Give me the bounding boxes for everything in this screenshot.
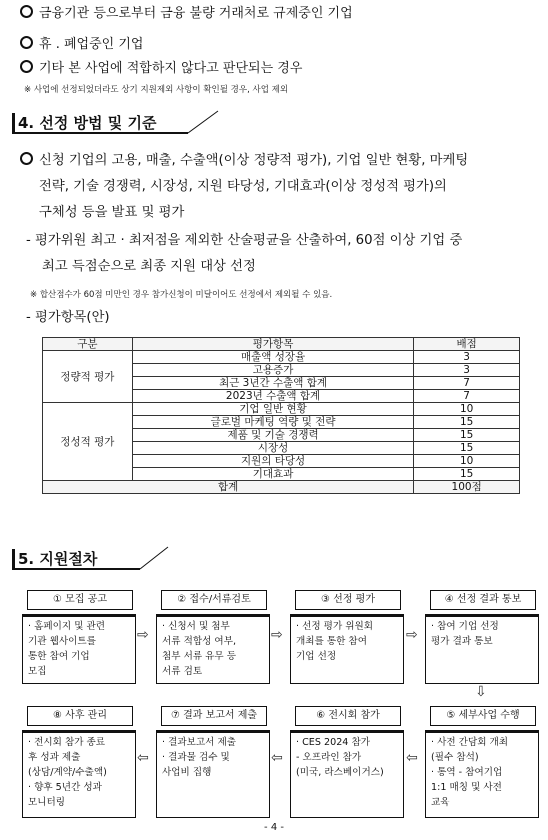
left-arrow-icon: ⇦ [271, 750, 283, 766]
item-cell: 지원의 타당성 [132, 455, 413, 468]
step-description: · 선정 평가 위원회 개최를 통한 참여 기업 선정 [296, 621, 374, 662]
score-cell: 7 [414, 377, 520, 390]
scoring-method-paragraph: - 평가위원 최고 · 최저점을 제외한 산술평균을 산출하여, 60점 이상 기업 중 최고 득점순으로 최종 지원 대상 선정 [26, 233, 463, 274]
total-value: 100점 [414, 481, 520, 494]
score-cell: 15 [414, 442, 520, 455]
evaluation-table [42, 337, 520, 494]
exclusion-note: ※ 사업에 선정되었더라도 상기 지원제외 사항이 확인될 경우, 사업 제외 [24, 85, 289, 95]
item-cell: 최근 3년간 수출액 합계 [132, 377, 413, 390]
score-cell: 15 [414, 416, 520, 429]
score-cell: 7 [414, 390, 520, 403]
section-5-heading [12, 546, 172, 570]
step-title: ② 접수/서류검토 [161, 590, 267, 610]
category-cell: 정성적 평가 [43, 403, 133, 481]
step-title: ④ 선정 결과 통보 [430, 590, 536, 610]
step-title: ① 모집 공고 [27, 590, 133, 610]
table-row [43, 351, 520, 364]
table-header-row [43, 338, 520, 351]
exclusion-item: 기타 본 사업에 적합하지 않다고 판단되는 경우 [20, 60, 302, 77]
procedure-step [290, 590, 404, 680]
procedure-step [156, 706, 270, 796]
step-description: · 전시회 참가 종료 후 성과 제출 (상담/계약/수출액) · 향후 5년간 성과 모니터링 [28, 737, 107, 808]
left-arrow-icon: ⇦ [137, 750, 149, 766]
section-4-heading [12, 110, 222, 134]
section-5-title: 5. 지원절차 [18, 550, 98, 568]
total-label: 합계 [43, 481, 414, 494]
step-title: ③ 선정 평가 [295, 590, 401, 610]
table-caption: - 평가항목(안) [26, 310, 110, 325]
score-cell: 10 [414, 403, 520, 416]
page-number: - 4 - [264, 822, 284, 833]
down-arrow-icon: ⇩ [475, 684, 487, 700]
step-title: ⑦ 결과 보고서 제출 [161, 706, 267, 726]
heading-slant-decoration [140, 546, 172, 570]
step-description: · 결과보고서 제출 · 결과물 검수 및 사업비 집행 [162, 737, 237, 778]
score-cell: 3 [414, 351, 520, 364]
score-cell: 15 [414, 429, 520, 442]
left-arrow-icon: ⇦ [406, 750, 418, 766]
step-title: ⑧ 사후 관리 [27, 706, 133, 726]
item-cell: 2023년 수출액 합계 [132, 390, 413, 403]
circle-bullet-icon [20, 5, 33, 18]
step-description: · 참여 기업 선정 평가 결과 통보 [431, 621, 499, 647]
step-title: ⑤ 세부사업 수행 [430, 706, 536, 726]
exclusion-item: 휴 . 폐업중인 기업 [20, 36, 143, 53]
right-arrow-icon: ⇨ [406, 627, 418, 643]
procedure-step [290, 706, 404, 796]
item-cell: 시장성 [132, 442, 413, 455]
step-description: · 사전 간담회 개최 (필수 참석) · 통역 - 참여기업 1:1 매칭 및 사전 교육 [431, 737, 509, 808]
table-total-row [43, 481, 520, 494]
score-cell: 10 [414, 455, 520, 468]
procedure-step [425, 590, 539, 680]
exclusion-item: 금융기관 등으로부터 금융 불량 거래처로 규제중인 기업 [20, 5, 353, 22]
circle-bullet-icon [20, 152, 33, 165]
procedure-step [22, 706, 136, 808]
column-header: 평가항목 [132, 338, 413, 351]
right-arrow-icon: ⇨ [137, 627, 149, 643]
category-cell: 정량적 평가 [43, 351, 133, 403]
section-4-title: 4. 선정 방법 및 기준 [18, 114, 157, 132]
right-arrow-icon: ⇨ [271, 627, 283, 643]
item-cell: 글로벌 마케팅 역량 및 전략 [132, 416, 413, 429]
item-cell: 매출액 성장율 [132, 351, 413, 364]
score-cell: 3 [414, 364, 520, 377]
column-header: 구분 [43, 338, 133, 351]
procedure-step [156, 590, 270, 680]
circle-bullet-icon [20, 60, 33, 73]
score-cell: 15 [414, 468, 520, 481]
procedure-step [425, 706, 539, 808]
step-title: ⑥ 전시회 참가 [295, 706, 401, 726]
heading-slant-decoration [188, 110, 222, 134]
item-cell: 기대효과 [132, 468, 413, 481]
table-row [43, 403, 520, 416]
scoring-note: ※ 합산점수가 60점 미만인 경우 참가신청이 미달이어도 선정에서 제외될 수 있음. [30, 290, 333, 300]
column-header: 배점 [414, 338, 520, 351]
step-description: · 홈페이지 및 관련 기관 웹사이트를 통한 참여 기업 모집 [28, 621, 106, 677]
item-cell: 기업 일반 현황 [132, 403, 413, 416]
item-cell: 제품 및 기술 경쟁력 [132, 429, 413, 442]
procedure-step [22, 590, 136, 680]
item-cell: 고용증가 [132, 364, 413, 377]
step-description: · CES 2024 참가 - 오프라인 참가 (미국, 라스베이거스) [296, 737, 384, 778]
circle-bullet-icon [20, 36, 33, 49]
step-description: · 신청서 및 첨부 서류 적합성 여부, 첨부 서류 유무 등 서류 검토 [162, 621, 237, 677]
selection-criteria-paragraph: 신청 기업의 고용, 매출, 수출액(이상 정량적 평가), 기업 일반 현황, 마케팅 전략, 기술 경쟁력, 시장성, 지원 타당성, 기대효과(이상 정성적 평가)의 구체성 등을 발표 및 평가 [20, 148, 468, 226]
